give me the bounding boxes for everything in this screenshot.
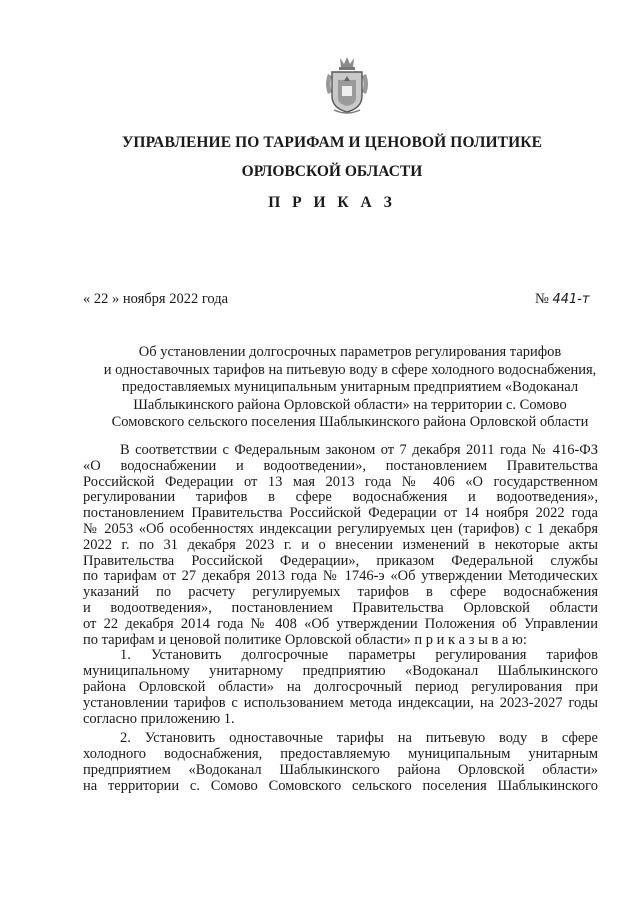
- body-line: 2022 г. по 31 декабря 2023 г. и о внесении изменений в некоторые акты: [83, 536, 598, 553]
- body-line: согласно приложению 1.: [83, 710, 235, 727]
- body-line: холодного водоснабжения, предоставляемую муниципальным унитарным: [83, 746, 598, 763]
- body-line: 2. Установить одноставочные тарифы на питьевую воду в сфере: [120, 730, 598, 747]
- body-line: Российской Федерации от 13 мая 2013 года № 406 «О государственном: [83, 473, 598, 490]
- body-line: на территории с. Сомово Сомовского сельского поселения Шаблыкинского: [83, 777, 598, 794]
- body-line: по тарифам от 27 декабря 2013 года № 1746-э «Об утверждении Методических: [83, 568, 598, 585]
- body-line: Правительства Российской Федерации», приказом Федеральной службы: [83, 552, 598, 569]
- body-line: установлении тарифов с использованием метода индексации, на 2023-2027 годы: [83, 694, 598, 711]
- body-line: муниципальному унитарному предприятию «Водоканал Шаблыкинского: [83, 663, 598, 680]
- body-line: № 2053 «Об особенностях индексации регулируемых цен (тарифов) с 1 декабря: [83, 520, 598, 537]
- body-line: предприятием «Водоканал Шаблыкинского района Орловской области»: [83, 761, 598, 778]
- subject-line: Шаблыкинского района Орловской области» на территории с. Сомово: [133, 396, 567, 413]
- body-line: указаний по расчету регулируемых тарифов в сфере водоснабжения: [83, 584, 598, 601]
- order-date: « 22 » ноября 2022 года: [83, 291, 229, 307]
- body-line: от 22 декабря 2014 года № 408 «Об утверждении Положения об Управлении: [83, 615, 598, 632]
- document-type-title: П Р И К А З: [268, 194, 396, 211]
- subject-line: и одноставочных тарифов на питьевую воду в сфере холодного водоснабжения,: [103, 361, 597, 378]
- order-subject: [70, 344, 630, 432]
- subject-line: Об установлении долгосрочных параметров регулирования тарифов: [138, 344, 562, 360]
- body-line: регулировании тарифов в сфере водоснабжения и водоотведения»,: [83, 489, 598, 506]
- organization-name-line1: УПРАВЛЕНИЕ ПО ТАРИФАМ И ЦЕНОВОЙ ПОЛИТИКЕ: [121, 134, 543, 151]
- body-line: и водоотведения», постановлением Правительства Орловской области: [83, 599, 598, 616]
- order-body: [83, 443, 598, 795]
- subject-line: предоставляемых муниципальным унитарным предприятием «Водоканал: [121, 379, 579, 395]
- body-line: 1. Установить долгосрочные параметры регулирования тарифов: [120, 647, 598, 664]
- body-line: «О водоснабжении и водоотведении», постановлением Правительства: [83, 457, 598, 474]
- orel-region-coat-of-arms-icon: [322, 54, 372, 116]
- order-number-prefix: №: [535, 291, 549, 307]
- body-line: по тарифам и ценовой политике Орловской области» п р и к а з ы в а ю:: [83, 631, 527, 648]
- order-number: [535, 291, 590, 308]
- body-line: района Орловской области» на долгосрочный период регулирования при: [83, 678, 598, 695]
- subject-line: Сомовского сельского поселения Шаблыкинского района Орловской области: [111, 414, 589, 430]
- organization-name-line2: ОРЛОВСКОЙ ОБЛАСТИ: [241, 163, 423, 180]
- body-line: постановлением Правительства Российской Федерации от 14 ноября 2022 года: [83, 505, 598, 522]
- order-number-handwritten: 441-т: [552, 292, 590, 307]
- body-line: В соответствии с Федеральным законом от 7 декабря 2011 года № 416-ФЗ: [120, 442, 598, 458]
